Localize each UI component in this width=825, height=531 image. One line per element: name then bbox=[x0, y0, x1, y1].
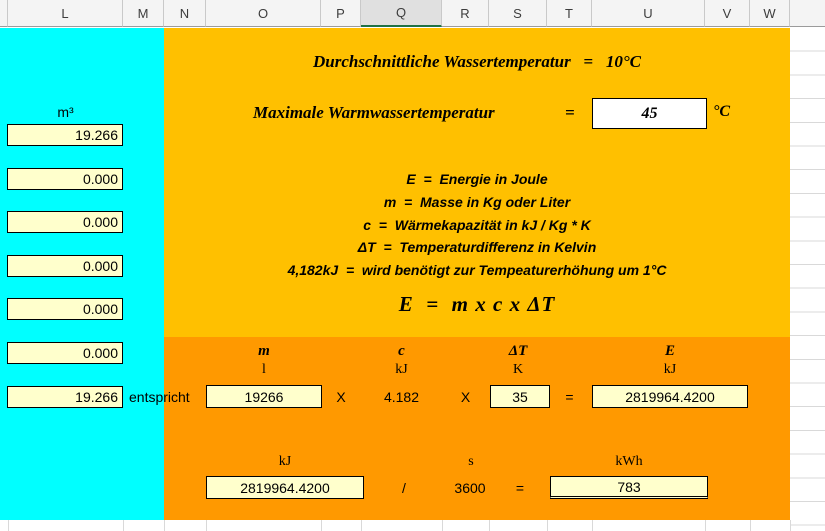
heat-capacity-value: 4.182 bbox=[383, 389, 420, 405]
unit-header-seconds: s bbox=[468, 454, 474, 469]
max-temp-equals-sign: = bbox=[565, 103, 575, 122]
empty-grid-row bbox=[0, 520, 790, 531]
entspricht-label: entspricht bbox=[129, 389, 190, 405]
empty-grid-column bbox=[790, 28, 825, 531]
legend-line-4182kj: 4,182kJ = wird benötigt zur Tempeaturerhöhung um 1°C bbox=[287, 262, 667, 279]
column-header-M[interactable]: M bbox=[123, 0, 164, 27]
column-header-corner bbox=[0, 0, 8, 27]
unit-header-kwh: kWh bbox=[615, 454, 643, 469]
column-header-T[interactable]: T bbox=[547, 0, 592, 27]
delta-t-value-cell[interactable]: 35 bbox=[490, 385, 550, 408]
seconds-value: 3600 bbox=[454, 480, 486, 496]
volume-total[interactable]: 19.266 bbox=[7, 386, 123, 408]
unit-header-kj-bottom: kJ bbox=[278, 454, 292, 469]
kwh-result-cell[interactable]: 783 bbox=[550, 476, 708, 499]
column-header-L[interactable]: L bbox=[8, 0, 123, 27]
column-header-Q-selected[interactable]: Q bbox=[361, 0, 442, 27]
var-header-e: E bbox=[664, 343, 675, 359]
column-header-blank bbox=[790, 0, 825, 27]
column-header-V[interactable]: V bbox=[705, 0, 750, 27]
volume-input-5[interactable]: 0.000 bbox=[7, 298, 123, 320]
var-header-c: c bbox=[398, 343, 405, 359]
avg-water-temp-title: Durchschnittliche Wassertemperatur = 10°C bbox=[312, 52, 642, 71]
legend-line-heat-capacity: c = Wärmekapazität in kJ / Kg * K bbox=[363, 216, 591, 233]
volume-input-6[interactable]: 0.000 bbox=[7, 342, 123, 364]
legend-line-temp-difference: ΔT = Temperaturdifferenz in Kelvin bbox=[357, 239, 597, 256]
unit-header-e-kj: kJ bbox=[663, 362, 677, 377]
column-header-P[interactable]: P bbox=[321, 0, 361, 27]
divide-sign: / bbox=[402, 480, 406, 496]
mass-value-cell[interactable]: 19266 bbox=[206, 385, 322, 408]
var-header-delta-t: ΔT bbox=[508, 343, 528, 359]
column-header-W[interactable]: W bbox=[750, 0, 790, 27]
column-header-R[interactable]: R bbox=[442, 0, 489, 27]
equals-sign-2: = bbox=[515, 480, 525, 496]
max-temp-input[interactable]: 45 bbox=[592, 98, 707, 129]
max-warm-water-temp-label: Maximale Warmwassertemperatur bbox=[253, 103, 495, 122]
column-header-N[interactable]: N bbox=[164, 0, 206, 27]
unit-header-kj: kJ bbox=[395, 362, 408, 377]
volume-input-1[interactable]: 19.266 bbox=[7, 124, 123, 146]
legend-block bbox=[164, 171, 790, 285]
cubic-meter-label: m³ bbox=[57, 104, 74, 120]
multiply-sign-2: X bbox=[460, 389, 471, 405]
legend-line-mass: m = Masse in Kg oder Liter bbox=[383, 193, 571, 210]
max-temp-unit-label: °C bbox=[713, 103, 731, 120]
kj-value-cell[interactable]: 2819964.4200 bbox=[206, 476, 364, 499]
equals-sign-1: = bbox=[565, 389, 574, 405]
column-header-S[interactable]: S bbox=[489, 0, 547, 27]
legend-line-energy: E = Energie in Joule bbox=[406, 171, 548, 187]
column-header-U[interactable]: U bbox=[592, 0, 705, 27]
volume-input-2[interactable]: 0.000 bbox=[7, 168, 123, 190]
column-header-O[interactable]: O bbox=[206, 0, 321, 27]
energy-formula: E = m x c x ΔT bbox=[398, 292, 556, 316]
energy-result-cell[interactable]: 2819964.4200 bbox=[592, 385, 748, 408]
multiply-sign-1: X bbox=[336, 389, 346, 405]
var-header-m: m bbox=[258, 343, 270, 359]
volume-input-3[interactable]: 0.000 bbox=[7, 211, 123, 233]
unit-header-liter: l bbox=[262, 362, 266, 377]
unit-header-kelvin: K bbox=[512, 362, 524, 377]
volume-input-4[interactable]: 0.000 bbox=[7, 255, 123, 277]
